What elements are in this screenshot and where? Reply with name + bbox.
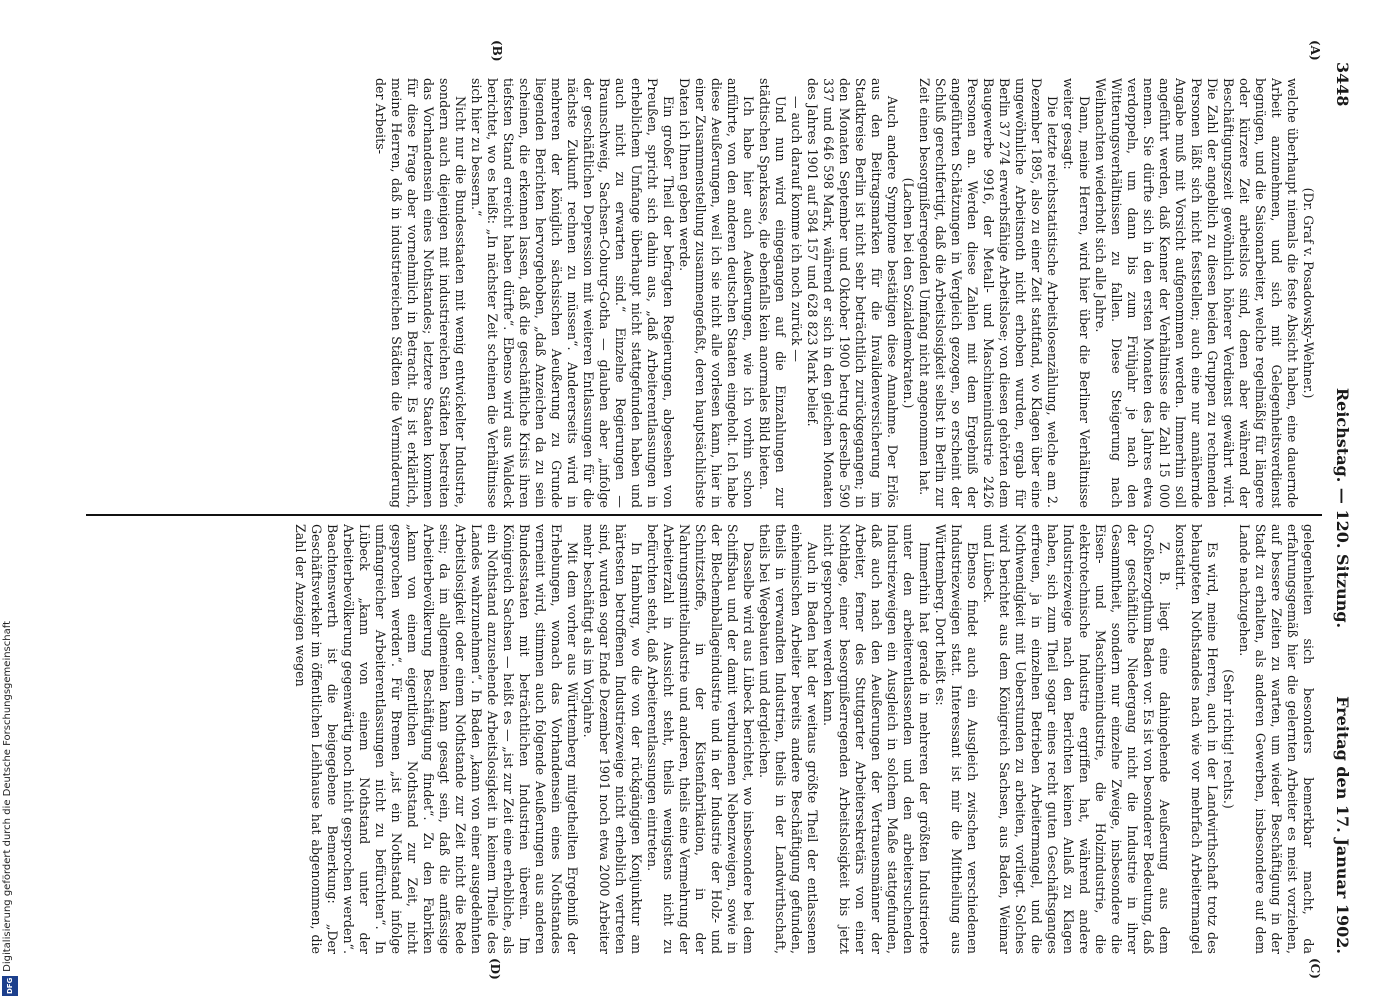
paragraph: welche überhaupt niemals die feste Absicht haben, eine dauernde Arbeit anzunehmen, und sich mit Gelegenheitsverdienst begnügen, und die Saisonarbeiter, welche regelmäßig für längere oder kürzere Zeit arbeitslos sind, denen aber während der Beschäftigungszeit gewöhnlich höherer Verdienst gewährt wird. Die Zahl der angeblich zu diesen beiden Gruppen zu rechnenden Personen läßt sich nicht feststellen; auch eine nur annähernde Angabe muß mit Vorsicht aufgenommen werden. Immerhin soll angeführt werden, daß Kenner der Verhältnisse die Zahl 15 000 nennen. Sie dürfte sich in den ersten Monaten des Jahres etwa verdoppeln, um dann bis zum Frühjahr je nach den Witterungsverhältnissen zu fallen. Diese Steigerung nach Weihnachten wiederholt sich alle Jahre. [1093,78,1300,508]
dfg-logo: DFG [2,976,18,996]
interjection: (Lachen bei den Sozialdemokraten.) [901,177,916,409]
paragraph: Ein großer Theil der befragten Regierungen, abgesehen von Preußen, spricht sich dahin aus, „daß Arbeiterentlassungen in erheblichem Umfange überhaupt nicht stattgefunden haben und auch nicht zu erwarten sind.“ Einzelne Regierungen — Braunschweig, Sachsen-Coburg-Gotha — glauben aber „infolge der geschäftlichen Depression mit weiteren Entlassungen für die nächste Zukunft rechnen zu müssen“. Andererseits wird in mehreren der königlich sächsischen Aeußerung zu Grunde liegenden Berichten hervorgehoben, „daß Anzeichen da zu sein scheinen, die erkennen lassen, daß die geschäftliche Krisis ihren tiefsten Stand erreicht haben dürfte“. Ebenso wird aus Waldeck berichtet, wo es heißt: „In nächster Zeit scheinen die Verhältnisse sich hier zu bessern.“ [469,78,676,508]
right-column [88,524,1316,954]
paragraph: In Hamburg, wo die von der rückgängigen Konjunktur am härtesten betroffenen Industriezweige nicht erheblich vertreten sind, wurden sogar Ende Dezember 1901 noch etwa 2000 Arbeiter mehr beschäftigt als im Vorjahre. [581,524,644,954]
paragraph: gelegenheiten sich besonders bemerkbar macht, da erfahrungsgemäß hier die gelernten Arbeiter es meist vorziehen, auf bessere Zeiten zu warten, um wieder Beschäftigung in der Stadt zu erhalten, als anderen Gewerben, insbesondere auf dem Lande nachzugehen. [1237,524,1316,954]
session-date: Freitag den 17. Januar 1902. [1333,696,1352,954]
running-title: Reichstag. — 120. Sitzung. [1333,387,1352,629]
paragraph: — auch darauf komme ich noch zurück — [789,96,804,363]
paragraph: Z. B. liegt eine dahingehende Aeußerung aus dem Großherzogthum Baden vor. Es ist von besonderer Bedeutung, daß der geschäftliche Niedergang nicht die Industrie in ihrer Gesammtheit, sondern nur einzelne Zweige, insbesondere die Eisen- und Maschinenindustrie, die Holzindustrie, die elektrotechnische Industrie ergriffen hat, während andere Industriezweige nach den Berichten keinen Anlaß zu Klagen haben, sich zum Theil sogar eines recht guten Geschäftsganges erfreuen, ja in einzelnen Betrieben Arbeitermangel, und die Nothwendigkeit mit Ueberstunden zu arbeiten, vorliegt. Solches wird berichtet aus dem Königreich Sachsen, aus Baden, Weimar und Lübeck. [981,524,1172,954]
paragraph: Und nun wird eingegangen auf die Einzahlungen zur städtischen Sparkasse, die ebenfalls kein anormales Bild bieten. [757,78,788,508]
paragraph: Ebenso findet auch ein Ausgleich zwischen verschiedenen Industriezweigen statt. Interessant ist mir die Mittheilung aus Württemberg. Dort heißt es: [933,524,980,954]
margin-marker-b: (B) [490,40,504,62]
paragraph: Die letzte reichsstatistische Arbeitslosenzählung, welche am 2. Dezember 1895, also zu einer Zeit stattfand, wo Klagen über eine ungewöhnliche Arbeitsnoth nicht erhoben wurden, ergab für Berlin 37 274 erwerbsfähige Arbeitslose; von diesen gehörten dem Baugewerbe 9916, der Metall- und Maschinenindustrie 2426 Personen an. Werden diese Zahlen mit dem Ergebniß der angeführten Schätzungen in Vergleich gezogen, so erscheint der Schluß gerechtfertigt, daß die Arbeitslosigkeit selbst in Berlin zur Zeit einen besorgnißerregenden Umfang nicht angenommen hat. [917,78,1060,508]
paragraph: Auch andere Symptome bestätigen diese Annahme. Der Erlös aus den Beitragsmarken für die Invalidenversicherung im Stadtkreise Berlin ist nicht sehr beträchtlich zurückgegangen; in den Monaten September und Oktober 1900 betrug derselbe 590 337 und 646 598 Mark, während er sich in den gleichen Monaten des Jahres 1901 auf 584 157 und 628 823 Mark belief. [805,78,900,508]
paragraph: Ich habe hier auch Aeußerungen, wie ich vorhin schon anführte, von den anderen deutschen Staaten eingeholt. Ich habe diese Aeußerungen, weil ich sie nicht alle vorlesen kann, hier in einer Zusammenstellung zusammengefaßt, deren hauptsächlichste Daten ich Ihnen geben werde. [677,78,756,508]
page-header [1328,58,1356,958]
left-column [88,78,1316,508]
paragraph: Dasselbe wird aus Lübeck berichtet, wo insbesondere bei dem Schiffsbau und der damit verbundenen Nebenzweigen, sowie in der Blechemballageindustrie und in der Industrie der Holz- und Schnitzstoffe, in der Kistenfabrikation, in der Nahrungsmittelindustrie und anderen, theils eine Vermehrung der Arbeiterzahl in Aussicht steht, theils wenigstens nicht zu befürchten steht, daß Arbeiterentlassungen eintreten. [645,524,756,954]
paragraph: Nicht nur die Bundesstaaten mit wenig entwickelter Industrie, sondern auch diejenigen mit industriereichen Städten bestreiten das Vorhandensein eines Nothstandes; letztere Staaten kommen für diese Frage aber vornehmlich in Betracht. Es ist erklärlich, meine Herren, daß in industriereichen Städten die Verminderung der Arbeits- [373,78,468,508]
margin-marker-c: (C) [1308,958,1322,979]
margin-marker-a: (A) [1308,40,1322,61]
margin-marker-d: (D) [488,958,502,980]
page-number: 3448 [1333,62,1352,107]
funding-credit: Digitalisierung gefördert durch die Deutsche Forschungsgemeinschaft [2,621,13,972]
column-divider [86,514,1322,516]
interjection: (Sehr richtig! rechts.) [1221,669,1236,809]
sidebar [0,0,22,1000]
speaker-line: (Dr. Graf v. Posadowsky-Wehner.) [1301,187,1316,399]
paragraph: Dann, meine Herren, wird hier über die Berliner Verhältnisse weiter gesagt: [1061,78,1092,508]
paragraph: Immerhin hat gerade in mehreren der größten Industrieorte unter den arbeiterentlassenden und den arbeitersuchenden Industriezweigen ein Ausgleich in solchem Maße stattgefunden, daß auch nach den Aeußerungen der Vertrauensmänner der Arbeiter, ferner des Stuttgarter Arbeitersekretärs von einer Nothlage, einer besorgnißerregenden Arbeitslosigkeit bis jetzt nicht gesprochen werden kann. [821,524,932,954]
paragraph: Mit dem vorher aus Württemberg mitgetheilten Ergebniß der Erhebungen, wonach das Vorhandensein eines Nothstandes verneint wird, stimmen auch folgende Aeußerungen aus anderen Bundesstaaten mit beträchtlichen Industrien überein. Im Königreich Sachsen — heißt es — „ist zur Zeit eine erhebliche, als ein Nothstand anzusehende Arbeitslosigkeit in keinem Theile des Landes wahrzunehmen“. In Baden „kann von einer ausgedehnten Arbeitslosigkeit oder einem Nothstande zur Zeit nicht die Rede sein; da im allgemeinen kann gesagt sein, daß die anfässige Arbeiterbevölkerung Beschäftigung findet“. Zu den Fabriken „kann von einem eigentlichen Nothstand zur Zeit, nicht gesprochen werden“. Für Bremen „ist ein Nothstand infolge umfangreicher Arbeiterentlassungen nicht zu befürchten“. In Lübeck „kann von einem Nothstand unter der Arbeiterbevölkerung gegenwärtig noch nicht gesprochen werden“. Beachtenswerth ist die beigegebene Bemerkung: „Der Geschäftsverkehr im öffentlichen Leihhause hat abgenommen, die Zahl der Anzeigen wegen [293,524,580,954]
paragraph: Auch in Baden hat der weitaus größte Theil der entlassenen einheimischen Arbeiter bereits andere Beschäftigung gefunden, theils in verwandten Industrien, theils in der Landwirthschaft, theils bei Wegebauten und dergleichen. [757,524,820,954]
scanned-page [76,40,1356,980]
paragraph: Es wird, meine Herren, auch in der Landwirthschaft trotz des behaupteten Nothstandes nach wie vor mehrfach Arbeitermangel konstatirt. [1173,524,1220,954]
